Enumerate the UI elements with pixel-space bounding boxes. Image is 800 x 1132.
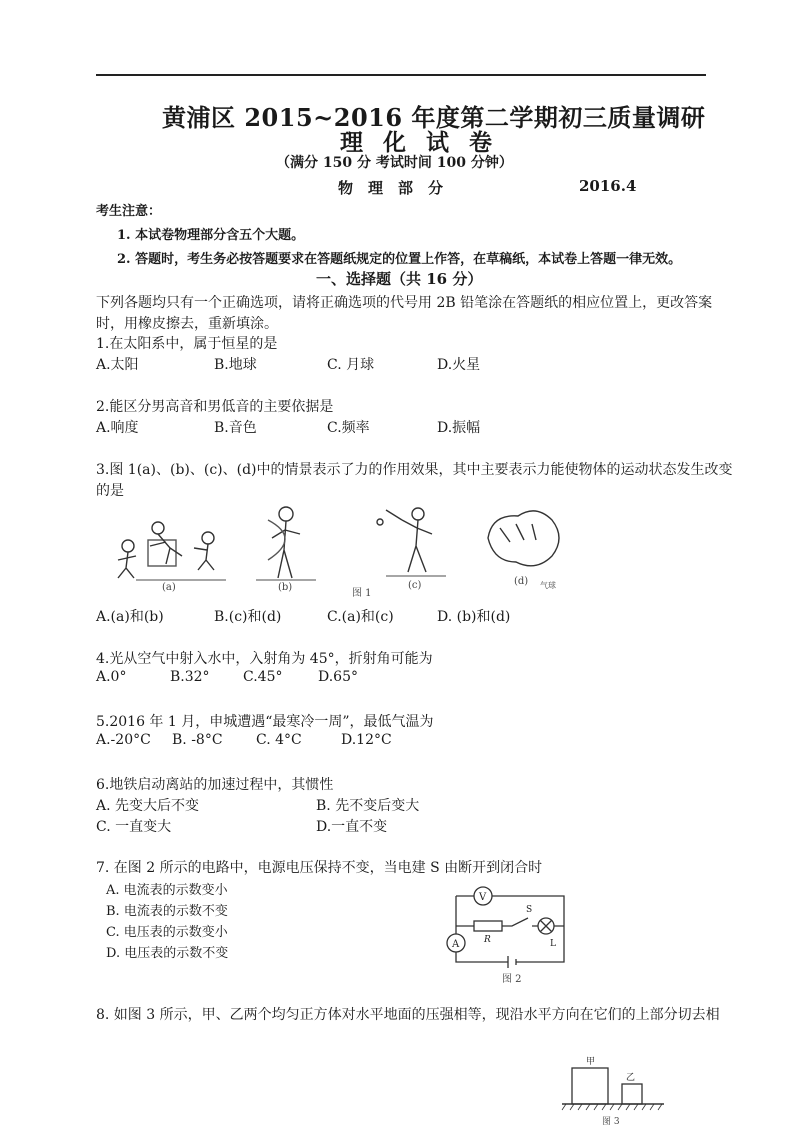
q5-option-c: C. 4°C [256, 732, 302, 748]
figure-1b-illustration [256, 507, 316, 580]
lamp-label: L [550, 939, 556, 949]
switch-label: S [526, 905, 533, 915]
figure-1d-label: (d) [514, 576, 529, 587]
section-heading: 一、选择题（共 16 分） [316, 270, 483, 288]
cube-jia [572, 1068, 608, 1104]
figure-1b-label: (b) [278, 582, 293, 593]
q1-stem: 1.在太阳系中，属于恒星的是 [96, 336, 278, 352]
q2-option-d: D.振幅 [437, 420, 481, 436]
q1-option-b: B.地球 [214, 357, 257, 373]
q2-option-a: A.响度 [96, 420, 139, 436]
resistor-label: R [484, 935, 491, 945]
figure-1a-illustration [118, 522, 226, 580]
part-name: 物 理 部 分 [338, 179, 444, 197]
q7-option-b: B. 电流表的示数不变 [106, 904, 228, 919]
q7-option-a: A. 电流表的示数变小 [106, 883, 228, 898]
q4-option-a: A.0° [96, 669, 127, 685]
q6-stem: 6.地铁启动离站的加速过程中，其惯性 [96, 777, 334, 793]
q5-option-d: D.12°C [341, 732, 392, 748]
notice-item-1: 1. 本试卷物理部分含五个大题。 [117, 228, 305, 243]
q6-option-d: D.一直不变 [316, 819, 388, 835]
q4-option-b: B.32° [170, 669, 210, 685]
q3-option-a: A.(a)和(b) [96, 609, 164, 625]
q5-option-b: B. -8°C [172, 732, 223, 748]
cube-yi [622, 1084, 642, 1104]
q4-option-c: C.45° [243, 669, 283, 685]
top-rule [96, 74, 706, 76]
exam-subtitle: 理 化 试 卷 [340, 129, 499, 156]
voltmeter-label: V [479, 892, 487, 903]
section-instruction-line2: 时，用橡皮擦去，重新填涂。 [96, 316, 278, 332]
q7-stem: 7. 在图 2 所示的电路中，电源电压保持不变，当电建 S 由断开到闭合时 [96, 860, 543, 876]
q6-option-b: B. 先不变后变大 [316, 798, 420, 814]
q2-option-c: C.频率 [327, 420, 370, 436]
figure-2-circuit [440, 880, 580, 986]
q4-stem: 4.光从空气中射入水中，入射角为 45°，折射角可能为 [96, 651, 433, 667]
q3-stem-line1: 3.图 1(a)、(b)、(c)、(d)中的情景表示了力的作用效果，其中主要表示力能使物体的运动状态发生改变 [96, 462, 733, 478]
q3-option-c: C.(a)和(c) [327, 609, 394, 625]
q1-option-d: D.火星 [437, 357, 481, 373]
notice-item-2: 2. 答题时，考生务必按答题要求在答题纸规定的位置上作答，在草稿纸，本试卷上答题一律无效。 [117, 252, 682, 267]
q1-option-c: C. 月球 [327, 357, 375, 373]
notice-heading: 考生注意： [96, 204, 162, 219]
q3-option-d: D. (b)和(d) [437, 609, 511, 625]
q6-option-c: C. 一直变大 [96, 819, 172, 835]
q2-option-b: B.音色 [214, 420, 257, 436]
q7-option-d: D. 电压表的示数不变 [106, 946, 229, 961]
q3-stem-line2: 的是 [96, 483, 124, 499]
q5-stem: 5.2016 年 1 月，申城遭遇“最寒冷一周”，最低气温为 [96, 714, 434, 730]
figure-1a-label: (a) [162, 582, 176, 593]
ammeter-label: A [452, 939, 460, 950]
q2-stem: 2.能区分男高音和男低音的主要依据是 [96, 399, 334, 415]
figure-1-caption: 图 1 [352, 588, 372, 598]
q1-option-a: A.太阳 [96, 357, 139, 373]
exam-title: 黄浦区 2015~2016 年度第二学期初三质量调研 [162, 103, 706, 132]
figure-1d-illustration [488, 511, 559, 566]
figure-3-caption: 图 3 [602, 1117, 620, 1127]
q8-stem: 8. 如图 3 所示，甲、乙两个均匀正方体对水平地面的压强相等，现沿水平方向在它们的上部分切去相 [96, 1007, 720, 1023]
figure-3 [560, 1052, 670, 1128]
figure-1c-label: (c) [408, 580, 422, 591]
figure-1d-note: 气球 [540, 581, 556, 590]
q7-option-c: C. 电压表的示数变小 [106, 925, 228, 940]
q6-option-a: A. 先变大后不变 [96, 798, 200, 814]
figure-1 [96, 498, 566, 598]
score-time: （满分 150 分 考试时间 100 分钟） [276, 155, 513, 171]
q5-option-a: A.-20°C [96, 732, 151, 748]
cube-yi-label: 乙 [626, 1073, 636, 1083]
resistor-icon [474, 921, 502, 931]
figure-1c-illustration [377, 508, 446, 576]
figure-2-caption: 图 2 [502, 974, 522, 985]
section-instruction-line1: 下列各题均只有一个正确选项，请将正确选项的代号用 2B 铅笔涂在答题纸的相应位置上，更改答案 [96, 295, 713, 311]
cube-jia-label: 甲 [586, 1057, 596, 1067]
q3-option-b: B.(c)和(d) [214, 609, 282, 625]
exam-date: 2016.4 [579, 177, 637, 195]
q4-option-d: D.65° [318, 669, 358, 685]
